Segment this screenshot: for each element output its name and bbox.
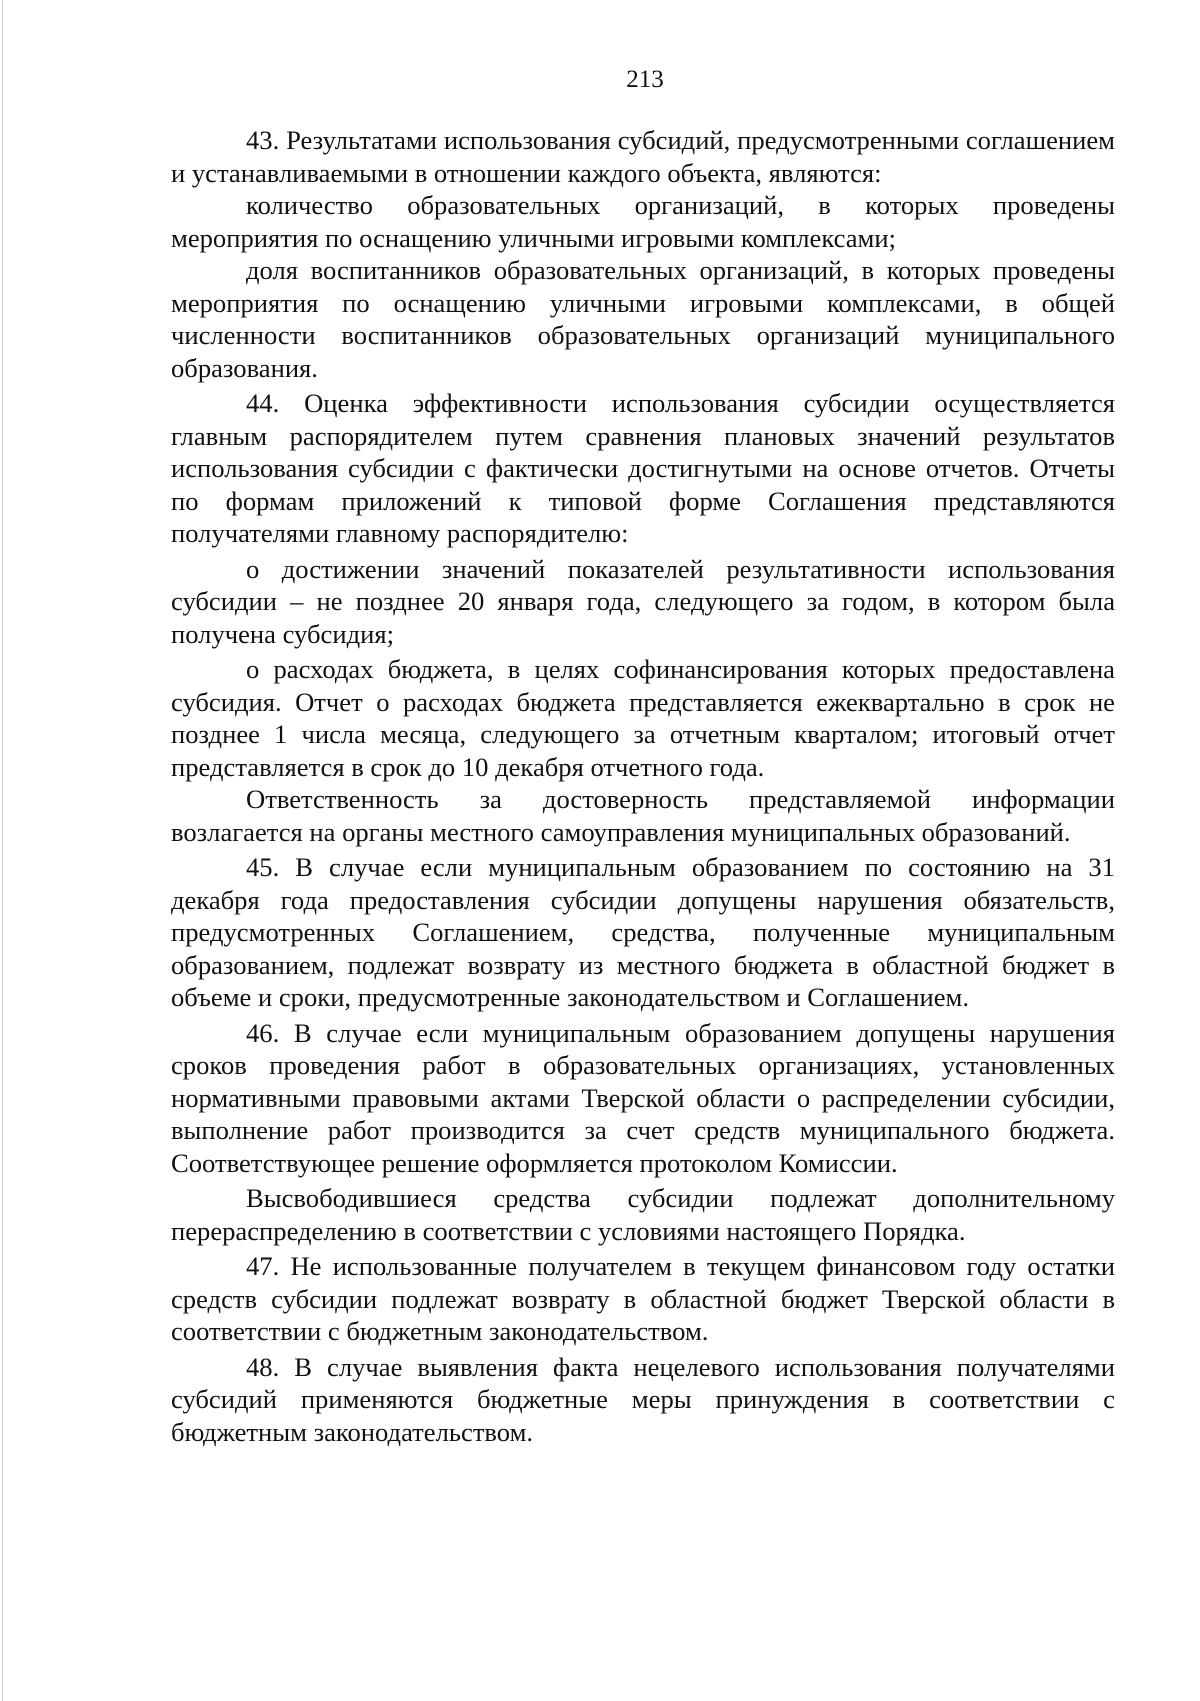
paragraph-47: 47. Не использованные получателем в текущем финансовом году остатки средств субсидии подлежат возврату в областной бюджет Тверской области в соответствии с бюджетным законодательством. — [171, 1251, 1115, 1346]
paragraph-44-report-indicators: о достижении значений показателей результативности использования субсидии – не позднее 20 января года, следующего за годом, в котором была получена субсидия; — [171, 553, 1115, 649]
paragraph-44-report-expenses: о расходах бюджета, в целях софинансирования которых предоставлена субсидия. Отчет о расходах бюджета представляется ежеквартально в срок не позднее 1 числа месяца, следующего за отчетным кварталом; итоговый отчет представляется в срок до 10 декабря отчетного года. — [171, 654, 1115, 782]
scan-edge-line — [2, 0, 3, 1701]
paragraph-43: 43. Результатами использования субсидий, предусмотренными соглашением и устанавливаемыми в отношении каждого объекта, являются: — [171, 125, 1115, 188]
page-number: 213 — [626, 66, 664, 93]
paragraph-44-responsibility: Ответственность за достоверность представляемой информации возлагается на органы местного самоуправления муниципальных образований. — [171, 784, 1115, 847]
paragraph-46-redistribution: Высвободившиеся средства субсидии подлежат дополнительному перераспределению в соответствии с условиями настоящего Порядка. — [171, 1183, 1115, 1246]
paragraph-48: 48. В случае выявления факта нецелевого использования получателями субсидий применяются бюджетные меры принуждения в соответствии с бюджетным законодательством. — [171, 1351, 1115, 1447]
paragraph-46: 46. В случае если муниципальным образованием допущены нарушения сроков проведения работ в образовательных организациях, установленных нормативными правовыми актами Тверской области о распределении субсидии, выполнение работ производится за счет средств муниципального бюджета. Соответствующее решение оформляется протоколом Комиссии. — [171, 1017, 1115, 1178]
paragraph-44: 44. Оценка эффективности использования субсидии осуществляется главным распорядителем путем сравнения плановых значений результатов использования субсидии с фактически достигнутыми на основе отчетов. Отчеты по формам приложений к типовой форме Соглашения представляются получателями главному распорядителю: — [171, 388, 1115, 548]
paragraph-43-item-share: доля воспитанников образовательных организаций, в которых проведены мероприятия по оснащению уличными игровыми комплексами, в общей численности воспитанников образовательных организаций муниципального образования. — [171, 255, 1115, 383]
paragraph-45: 45. В случае если муниципальным образованием по состоянию на 31 декабря года предоставления субсидии допущены нарушения обязательств, предусмотренных Соглашением, средства, полученные муниципальным образованием, подлежат возврату из местного бюджета в областной бюджет в объеме и сроки, предусмотренные законодательством и Соглашением. — [171, 852, 1115, 1012]
document-body — [171, 124, 1115, 1448]
paragraph-43-item-count: количество образовательных организаций, в которых проведены мероприятия по оснащению уличными игровыми комплексами; — [171, 190, 1115, 253]
